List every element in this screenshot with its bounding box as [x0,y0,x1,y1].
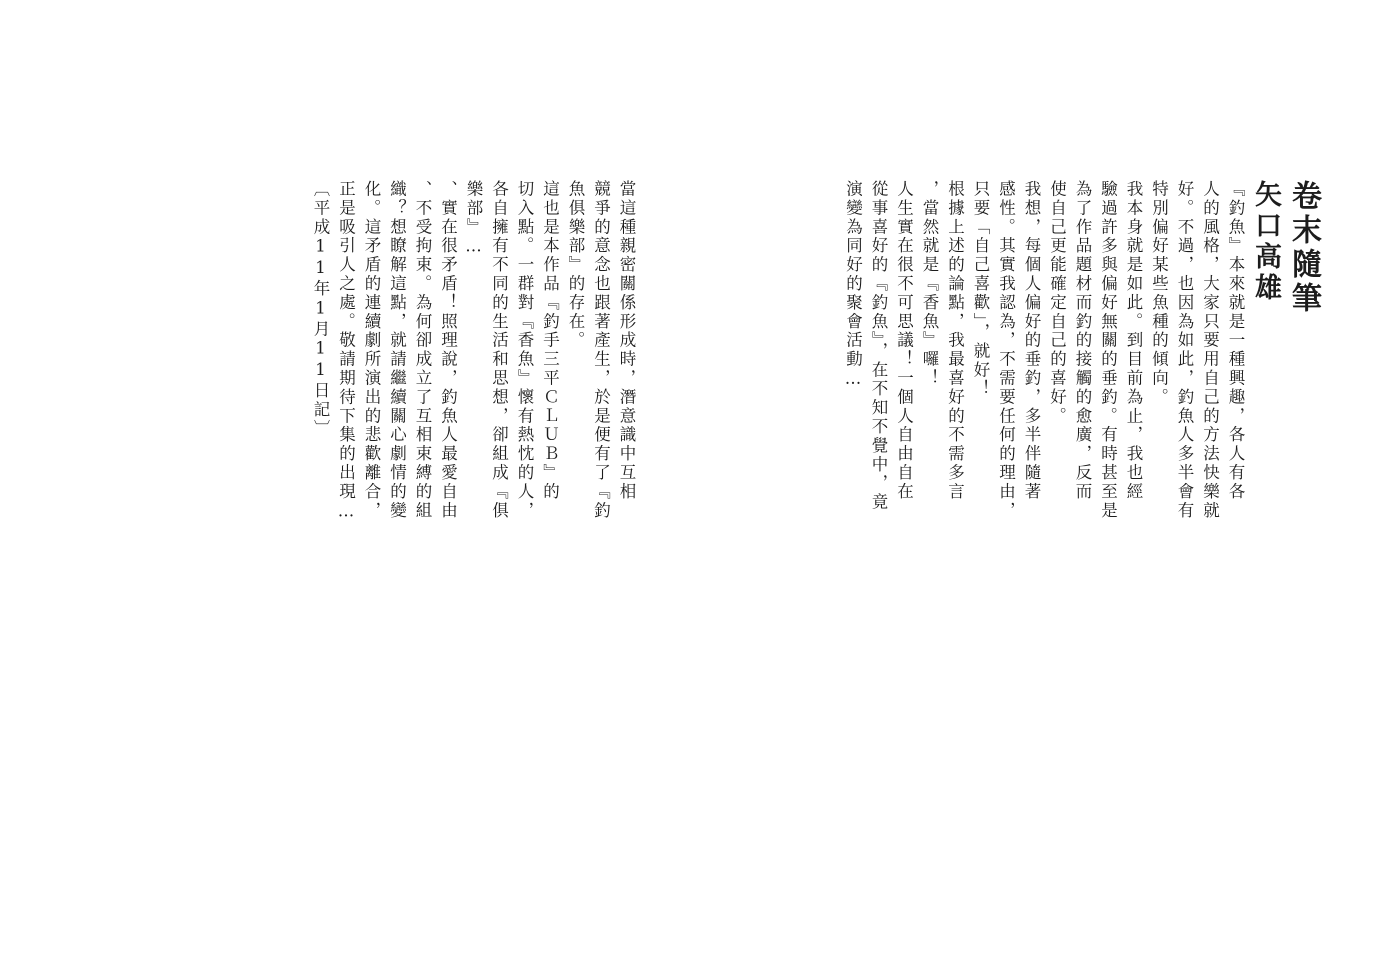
text-column: 為了作品題材而釣的接觸的愈廣，反而 [1073,180,1092,502]
text-column: 樂部』… [464,180,483,259]
text-column: 人的風格，大家只要用自己的方法快樂就 [1200,180,1220,521]
text-column: ，當然就是『香魚』囉！ [920,180,939,388]
author-name: 矢口高雄 [1250,180,1281,304]
text-column: 、實在很矛盾！照理說，釣魚人最愛自由 [438,180,458,521]
text-column: 魚俱樂部』的存在。 [566,180,585,351]
text-column: 當這種親密關係形成時，潛意識中互相 [617,180,636,502]
text-column: 化。這矛盾的連續劇所演出的悲歡離合， [362,180,381,521]
text-column-date: 〔平成11年1月11日記〕 [311,180,330,439]
page-title: 卷末隨筆 [1286,180,1321,316]
text-column: 感性。其實我認為，不需要任何的理由， [996,180,1016,521]
text-column: 『釣魚』本來就是一種興趣，各人有各 [1226,180,1245,502]
text-column: 這也是本作品『釣手三平ＣＬＵＢ』的 [540,180,560,502]
text-column: 從事喜好的『釣魚』，在不知不覺中，竟 [869,180,888,512]
text-column: 人生實在很不可思議！一個人自由自在 [894,180,914,502]
text-column: 好。不過，也因為如此，釣魚人多半會有 [1175,180,1194,521]
left-page-text-block [303,180,635,523]
text-column: 織？想瞭解這點，就請繼續關心劇情的變 [387,180,407,521]
text-column: 根據上述的論點，我最喜好的不需多言 [945,180,965,502]
text-column: 驗過許多與偏好無關的垂釣。有時甚至是 [1098,180,1118,521]
text-column: 我本身就是如此。到目前為止，我也經 [1124,180,1143,502]
text-column: 、不受拘束。為何卻成立了互相束縛的組 [413,180,432,521]
text-column: 我想，每個人偏好的垂釣，多半伴隨著 [1022,180,1041,502]
right-page-text-block [835,180,1321,521]
text-column: 各自擁有不同的生活和思想，卻組成『俱 [489,180,509,521]
right-page [689,0,1378,980]
text-column: 使自己更能確定自己的喜好。 [1047,180,1067,426]
text-column: 正是吸引人之處。敬請期待下集的出現… [336,180,356,523]
text-column: 特別偏好某些魚種的傾向。 [1149,180,1169,407]
text-column: 只要「自己喜歡」，就好！ [971,180,990,399]
text-column: 演變為同好的聚會活動… [843,180,863,391]
text-column: 切入點。一群對『香魚』懷有熱忱的人， [515,180,534,521]
text-column: 競爭的意念也跟著產生，於是便有了『釣 [591,180,611,521]
